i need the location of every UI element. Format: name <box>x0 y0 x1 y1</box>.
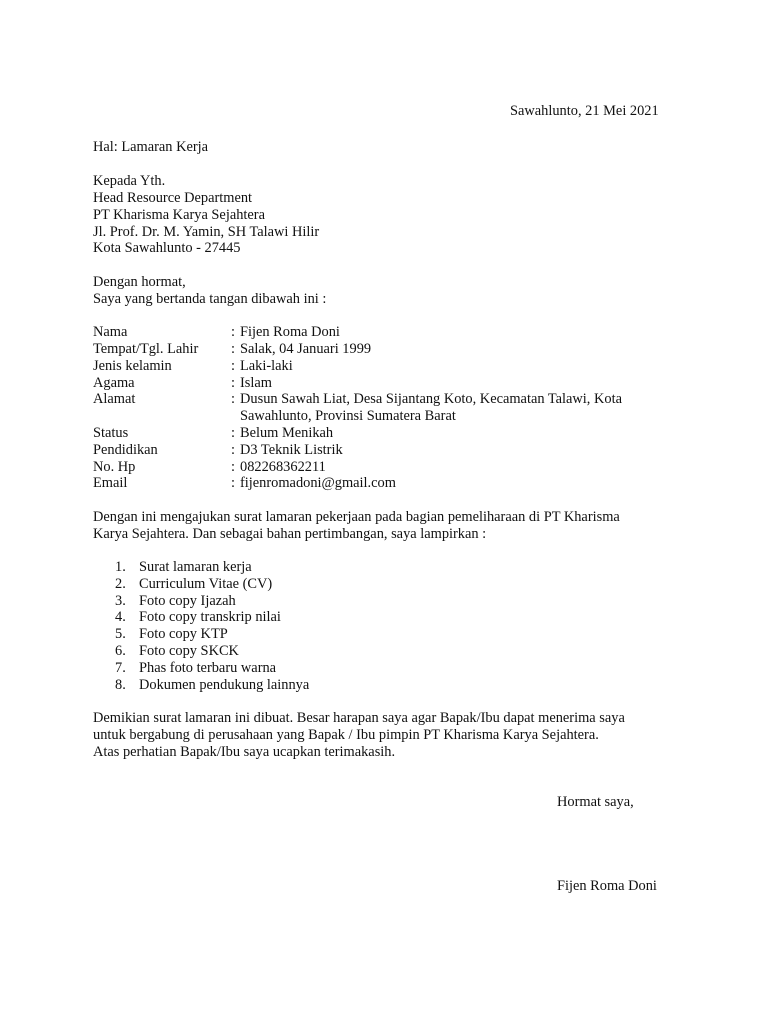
signature-name: Fijen Roma Doni <box>557 878 657 894</box>
detail-colon: : <box>231 358 235 374</box>
detail-label: Status <box>93 425 129 441</box>
list-item: Foto copy KTP <box>139 626 228 642</box>
intro-text: Saya yang bertanda tangan dibawah ini : <box>93 291 327 307</box>
detail-value: Fijen Roma Doni <box>240 324 340 340</box>
detail-label: Alamat <box>93 391 136 407</box>
list-number: 1. <box>115 559 126 575</box>
paragraph-line: Karya Sejahtera. Dan sebagai bahan pertimbangan, saya lampirkan : <box>93 526 487 542</box>
recipient-line: Kota Sawahlunto - 27445 <box>93 240 241 256</box>
detail-colon: : <box>231 475 235 491</box>
list-number: 6. <box>115 643 126 659</box>
list-item: Curriculum Vitae (CV) <box>139 576 273 592</box>
paragraph-line: Demikian surat lamaran ini dibuat. Besar harapan saya agar Bapak/Ibu dapat menerima saya <box>93 710 625 726</box>
detail-colon: : <box>231 324 235 340</box>
recipient-line: PT Kharisma Karya Sejahtera <box>93 207 265 223</box>
detail-value: D3 Teknik Listrik <box>240 442 343 458</box>
list-number: 4. <box>115 609 126 625</box>
list-number: 7. <box>115 660 126 676</box>
letter-subject: Hal: Lamaran Kerja <box>93 139 209 155</box>
detail-value: Belum Menikah <box>240 425 334 441</box>
recipient-line: Head Resource Department <box>93 190 253 206</box>
detail-label: Nama <box>93 324 128 340</box>
detail-colon: : <box>231 391 235 407</box>
letter-date: Sawahlunto, 21 Mei 2021 <box>510 103 659 119</box>
detail-value: Islam <box>240 375 272 391</box>
detail-label: Pendidikan <box>93 442 158 458</box>
list-item: Phas foto terbaru warna <box>139 660 277 676</box>
detail-label: Agama <box>93 375 135 391</box>
detail-colon: : <box>231 375 235 391</box>
list-item: Foto copy Ijazah <box>139 593 236 609</box>
closing-salutation: Hormat saya, <box>557 794 634 810</box>
greeting: Dengan hormat, <box>93 274 186 290</box>
list-item: Surat lamaran kerja <box>139 559 252 575</box>
recipient-line: Jl. Prof. Dr. M. Yamin, SH Talawi Hilir <box>93 224 320 240</box>
list-item: Foto copy SKCK <box>139 643 239 659</box>
detail-value-continued: Sawahlunto, Provinsi Sumatera Barat <box>240 408 456 424</box>
detail-label: No. Hp <box>93 459 136 475</box>
detail-label: Tempat/Tgl. Lahir <box>93 341 199 357</box>
detail-value: Salak, 04 Januari 1999 <box>240 341 372 357</box>
detail-colon: : <box>231 341 235 357</box>
detail-label: Email <box>93 475 128 491</box>
detail-value: 082268362211 <box>240 459 326 475</box>
detail-colon: : <box>231 425 235 441</box>
detail-label: Jenis kelamin <box>93 358 172 374</box>
paragraph-line: Dengan ini mengajukan surat lamaran pekerjaan pada bagian pemeliharaan di PT Kharisma <box>93 509 620 525</box>
list-number: 3. <box>115 593 126 609</box>
list-number: 2. <box>115 576 126 592</box>
paragraph-line: Atas perhatian Bapak/Ibu saya ucapkan terimakasih. <box>93 744 396 760</box>
detail-value: fijenromadoni@gmail.com <box>240 475 396 491</box>
detail-colon: : <box>231 442 235 458</box>
list-item: Foto copy transkrip nilai <box>139 609 281 625</box>
list-number: 5. <box>115 626 126 642</box>
detail-value: Dusun Sawah Liat, Desa Sijantang Koto, Kecamatan Talawi, Kota <box>240 391 622 407</box>
list-number: 8. <box>115 677 126 693</box>
detail-colon: : <box>231 459 235 475</box>
detail-value: Laki-laki <box>240 358 293 374</box>
paragraph-line: untuk bergabung di perusahaan yang Bapak / Ibu pimpin PT Kharisma Karya Sejahtera. <box>93 727 599 743</box>
recipient-line: Kepada Yth. <box>93 173 166 189</box>
list-item: Dokumen pendukung lainnya <box>139 677 310 693</box>
